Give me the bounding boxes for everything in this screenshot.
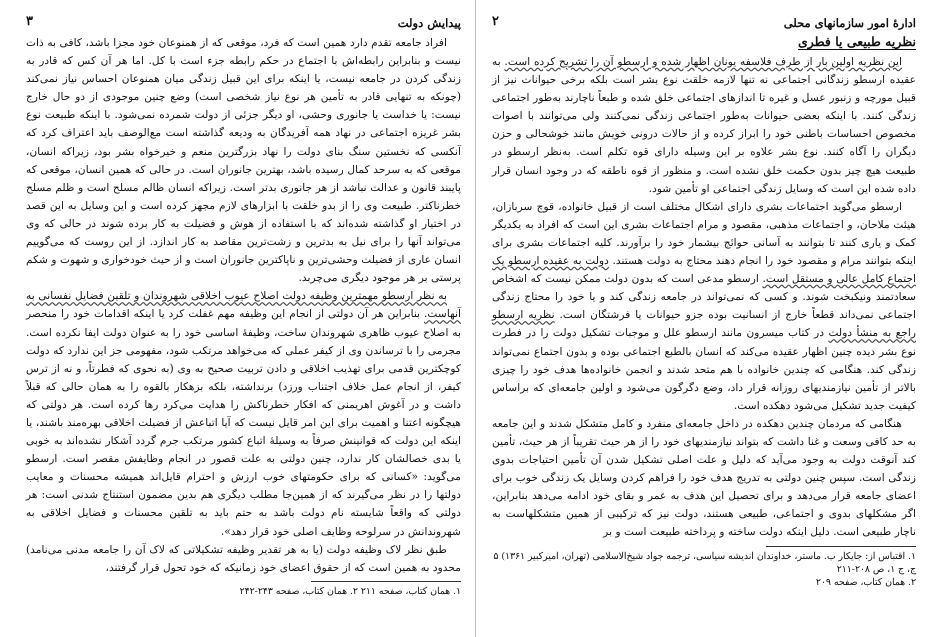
left-paragraph-3: طبق نظر لاک وظیفه دولت (یا به هر تقدیر وظیفه تشکیلاتی که لاک آن را جامعه مدنی می‌نامد) محدود به همین است که از حقوق اعضای خود زمانیکه که خود تحول قرار گرفتند، xyxy=(26,542,461,574)
right-paragraph-2-middle: ارسطو مدعی است که بدون دولت ممکن نیست که اشخاص سعادتمند ونیکبخت شوند. و کسی که نمی‌تواند در جامعه زندگی کند و یا خود را محتاج زندگی اجتماعی نمی‌داند قطعاً خارج از انسانیت بوده جزو حیوانات یا فرشتگان است. xyxy=(492,272,916,322)
right-page xyxy=(476,0,942,637)
left-paragraph-2 xyxy=(26,287,461,540)
right-footnote-2: ۲. همان کتاب، صفحه ۲۰۹ xyxy=(815,576,916,588)
right-paragraph-2-end: در کتاب میسرون مانند ارسطو علل و موجبات تشکیل دولت را در فطرت نوع بشر دیده چنین اظهار عقیده می‌کند که انسان بالطبع اجتماعی بوده و بدون اجتماع نمی‌تواند زندگی کند. هنگامی که چندین خانواده با هم متحد شدند و انجمن خانواده‌ها هدف خود را چیزی بالاتر از تأمین نیازمندیهای روزانه قرار داد، وضع دگرگون می‌شود و اولین جامعه‌ای که براساس کیفیت جدید تشکیل می‌شود دهکده است. xyxy=(492,326,916,412)
left-footnote-rule xyxy=(311,581,461,582)
right-footnotes xyxy=(492,550,916,589)
right-page-number: ۲ xyxy=(492,14,499,29)
left-header-title: پیدایش دولت xyxy=(397,16,461,30)
right-underlined-passage-3: نظریه ارسطو راجع به منشأ دولت xyxy=(492,308,917,340)
right-paragraph-2 xyxy=(492,198,916,415)
right-paragraph-1-rest: به عقیده ارسطو زندگانی اجتماعی نه تنها لازمه خلقت نوع بشر است بلکه برخی حیوانات نیز از قبیل مورچه و زنبور عسل و غیره تا اندازهای اجتماعی خلق شده و طبعاً ناچارند به‌طور اجتماعی زندگی کنند. با اینکه بعضی حیوانات به‌طور اجتماعی زندگی نمی‌کنند ولی می‌توانند با اصوات مخصوص احساسات باطنی خود را ابراز کرده و از حالات درونی خویش مانند خوشحالی و حزن دیگران را آگاه کنند. نوع بشر علاوه بر این وسیله دارای قوه تکلم است. به‌نظر ارسطو در طبیعت هیچ چیز بدون حکمت خلق نشده است. و منظور از قوه ناطقه که در وجود انسان قرار داده شده این است که وسایل زندگی اجتماعی او تأمین شود. xyxy=(492,55,916,195)
right-body-text xyxy=(492,53,916,542)
left-footnotes xyxy=(26,585,461,598)
left-footnote: ۱. همان کتاب، صفحه ۲۱۱ ۲. همان کتاب، صفحه ۲۴۳-۲۴۲ xyxy=(239,585,461,597)
right-header-title: ادارهٔ امور سازمانهای محلی xyxy=(783,16,916,30)
right-underlined-passage-1: این نظریه اولین بار از طرف فلاسفه یونان اظهار شده و ارسطو آن را تشریح کرده است. xyxy=(504,55,902,68)
right-paragraph-3: هنگامی که مردمان چندین دهکده در داخل جامعه‌ای منفرد و کامل متشکل شدند و این جامعه به حد کافی وسعت و غنا داشت که بتواند نیازمندیهای خود را از هر حیث تقریباً از هر حیث، تأمین کند آنوقت دولت به وجود می‌آید که دلیل و علت اصلی تشکیل شدن آن تأمین احتیاجات بدوی زندگی است. سپس چنین دولتی به تدریج هدف خود را فراهم کردن وسایل یک زندگی خوب برای اعضای جامعه قرار می‌دهد و برای تحصیل این هدف به عمر و بقای خود ادامه می‌دهد بنابراین، اگر مشکلهای بدوی و اجتماعی، طبیعی هستند، دولت نیز که ترکیبی از همین متشکلهاست به ناچار طبیعی است. دلیل اینکه دولت ساخته و پرداخته طبیعت است و بر xyxy=(492,416,916,539)
left-paragraph-1: افراد جامعه تقدم دارد همین است که فرد، موقعی که از همنوعان خود مجزا باشد، کافی به ذات نیست و بنابراین رابطه‌اش با اجتماع در حکم رابطه جزء است با کل. اما هر آن کس که قادر به زندگی کردن در جامعه نیست، یا اینکه برای این قبیل زندگی میان همنوعان احساس نیاز نمی‌کند (چونکه به تنهایی قادر به تأمین هر نوع نیاز شخصی است) وضع چنین موجودی از دو حال خارج نیست: یا خداست یا جانوری وحشی، او دیگر جزئی از دولت شمرده نمی‌شود. با اینکه طبیعت نوع بشر غریزه اجتماعی در نهاد همه آفریدگان به ودیعه گذاشته است مع‌الوصف باید اعتراف کرد که آنکسی که نخستین سنگ بنای دولت را نهاد بزرگترین منعم و خیرخواه بشر بود، زیراکه انسان، موقعی که به سرحد کمال رسیده باشد، بهترین جانوران است. در حالی که همین انسان، موقعی که پایبند قانون و عدالت نباشد از هر جانوری بدتر است. زیراکه انسان ظالم مسلح است و ظلم مسلح خطرناکتر. طبیعت وی را از بدو خلقت با ابزارهای لازم مجهز کرده است و این وسایل به این قصد در اختیار او گذاشته شده‌اند که با استفاده از هوش و فضیلت به کار برده شوند در حالی که وی می‌تواند آنها را برای نیل به بدترین و زشت‌ترین مقاصد به کار اندازد. از این روست که می‌گوییم انسان عاری از فضیلت وحشی‌ترین و ناپاکترین جانوران است و از حیث خودخواری و شهوت و شکم پرستی بر هر موجود دیگری می‌چربد. xyxy=(26,36,461,285)
right-footnote-rule xyxy=(766,546,916,547)
right-underlined-passage-2: دولت به عقیده ارسطو یک اجتماع کامل عالی و مستقل است. xyxy=(492,254,916,286)
right-footnote-1: ۱. اقتباس از: جایکار ب. ماستر، خداوندان اندیشه سیاسی، ترجمه جواد شیخ‌الاسلامی (تهران، امیرکبیر ۱۳۶۱) ۵ ج، ج ۱، ص ۲۰۸-۲۱۱ xyxy=(493,550,916,575)
left-paragraph-2-rest: بنابراین هر آن دولتی از انجام این وظیفه مهم غفلت کرد یا اینکه اقدامات خود را منحصر به اصلاح عیوب ظاهری شهروندان ساخت، وظیفهٔ اساسی خود را به عنوان دولت ایفا نکرده است. مجرمی را با ترساندن وی از کیفر عملی که می‌خواهد مرتکب شود، مفهومی جز این ندارد که دولت کوچکترین قدمی برای تهذیب اخلاقی و دادن تربیت صحیح به وی (به نحوی که فطرتاً، و نه از ترس کیفر، از انجام عمل خلاف اجتناب ورزد) برنداشته، بلکه بزهکار بالقوه را به همان حالی که قبلاً داشت و در آغوش اهریمنی که افکار خطرناکش را هدایت می‌کرد رها کرده است. هر دولتی که هیچگونه اعتنا و اهمیت برای این امر قایل نیست که آیا اتباعش از فضیلت اخلاقی بهره‌مند باشند، یا اینکه این دولت که قوانینش صرفاً به وسیلهٔ اتباع کشور مرتکب جرم گردد آشکار نشده‌اند به خوبی یا بدی خصالشان کار ندارد، چنین دولتی به علت قصور در انجام وظایفش مقصر است. ارسطو می‌گوید: «کسانی که برای حکومتهای خوب ارزش و احترام قایل‌اند همیشه محسنات و معایب دولتها را در نظر می‌گیرند که از همین‌جا مطلب دیگری هم بدین مضمون استنتاج شدنی است: هر دولتی که واقعاً شایسته نام دولت باشد به حتم باید به تلقین محسنات و فضایل اخلاقی به شهروندانش در سرلوحه وظایف اصلی خود قرار دهد». xyxy=(26,307,461,538)
right-paragraph-2-start: ارسطو می‌گوید اجتماعات بشری دارای اشکال مختلف است از قبیل خانواده، قوچ سربازان، هیئت ملاحان، و اجتماعات مذهبی، مقصود و مرام اجتماعات بشری این است که افراد به یکدیگر کمک و یاری کنند تا بتوانند به آسانی حوائج بیشمار خود را برآورند. کلیه اجتماعات بشری برای اینکه بتوانند مرام و مقصود خود را انجام دهند محتاج به دولت هستند. xyxy=(492,199,916,268)
right-paragraph-1 xyxy=(492,53,916,198)
right-running-head xyxy=(492,8,916,34)
left-running-head xyxy=(26,8,461,34)
left-page-number: ۳ xyxy=(26,14,33,29)
section-title: نظریه طبیعی یا فطری xyxy=(797,34,916,49)
left-underlined-passage: به نظر ارسطو مهمترین وظیفه دولت اصلاح عیوب اخلاقی شهروندان و تلقین فضایل نفسانی به آنهاست. xyxy=(26,289,461,321)
left-body-text xyxy=(26,34,461,577)
